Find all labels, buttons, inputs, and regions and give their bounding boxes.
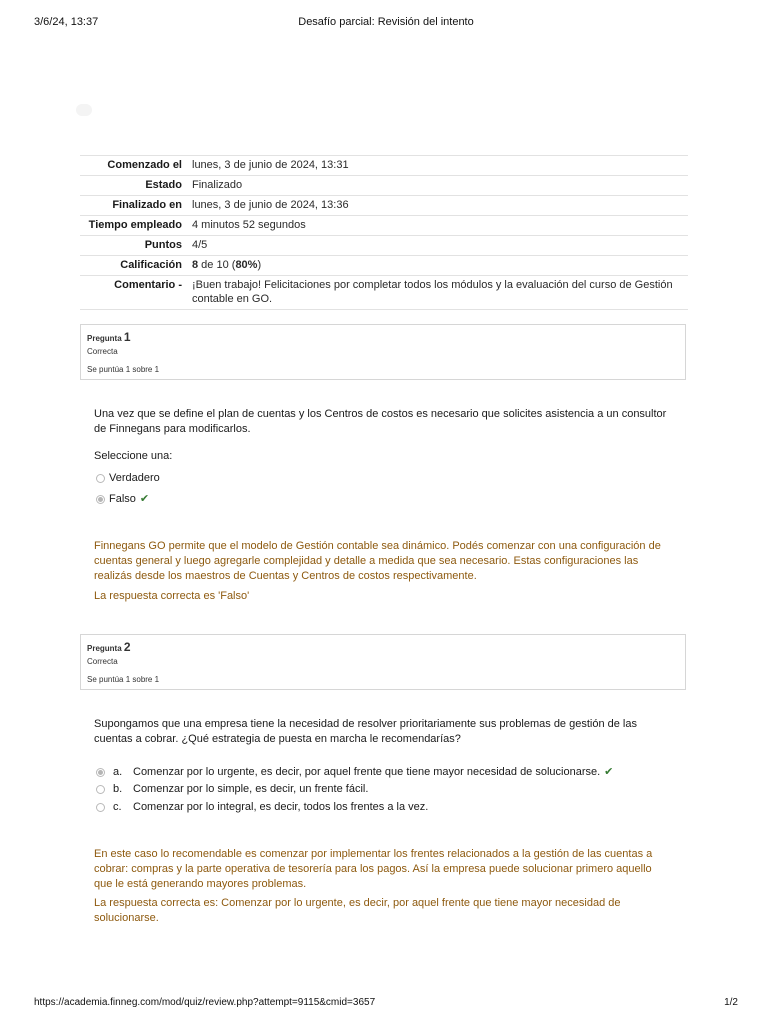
answer-label: Comenzar por lo simple, es decir, un frente fácil. <box>133 783 369 795</box>
page-number: 1/2 <box>724 997 738 1008</box>
page-url: https://academia.finneg.com/mod/quiz/review.php?attempt=9115&cmid=3657 <box>34 997 376 1008</box>
attempt-summary-table <box>80 155 688 310</box>
select-one-prompt: Seleccione una: <box>94 450 173 462</box>
summary-label: Comenzado el <box>107 159 182 171</box>
summary-label: Comentario - <box>114 279 182 291</box>
grade-value: 8 de 10 (80%) <box>192 259 262 271</box>
logo-placeholder <box>76 104 92 116</box>
answer-label: Comenzar por lo integral, es decir, todos los frentes a la vez. <box>133 801 429 813</box>
question-2-correct-answer: La respuesta correcta es: Comenzar por lo urgente, es decir, por aquel frente que tiene mayor necesidad de solucionarse. <box>94 897 621 924</box>
summary-value: Finalizado <box>192 179 243 191</box>
radio-button[interactable] <box>96 768 105 777</box>
summary-row-time-taken <box>80 216 688 236</box>
summary-row-grade <box>80 256 688 276</box>
question-2-text: Supongamos que una empresa tiene la necesidad de resolver prioritariamente sus problemas de gestión de las cuentas a cobrar. ¿Qué estrategia de puesta en marcha le recomendarías? <box>94 718 637 745</box>
print-date: 3/6/24, 13:37 <box>34 16 99 28</box>
summary-label: Finalizado en <box>112 199 182 211</box>
summary-label: Tiempo empleado <box>88 219 182 231</box>
question-1-info <box>80 324 686 380</box>
radio-button[interactable] <box>96 474 105 483</box>
question-2-info <box>80 634 686 690</box>
summary-value: 4/5 <box>192 239 208 251</box>
radio-button[interactable] <box>96 785 105 794</box>
answer-option[interactable] <box>96 763 613 781</box>
question-number: Pregunta 2 <box>87 640 131 654</box>
answer-option[interactable] <box>96 780 368 798</box>
answer-option[interactable] <box>96 490 149 508</box>
answer-letter: a. <box>113 766 123 778</box>
answer-option[interactable] <box>96 798 428 816</box>
answer-letter: c. <box>113 801 122 813</box>
print-header <box>34 16 738 32</box>
grade-percent: 80% <box>235 259 258 271</box>
question-grade: Se puntúa 1 sobre 1 <box>87 365 160 374</box>
question-grade: Se puntúa 1 sobre 1 <box>87 675 160 684</box>
summary-value: lunes, 3 de junio de 2024, 13:31 <box>192 159 349 171</box>
summary-row-started <box>80 156 688 176</box>
answer-option[interactable] <box>96 469 160 487</box>
summary-value: 4 minutos 52 segundos <box>192 219 306 231</box>
summary-row-finished <box>80 196 688 216</box>
question-1-text: Una vez que se define el plan de cuentas y los Centros de costos es necesario que solicites asistencia a un consultor de Finnegans para modificarlos. <box>94 408 667 435</box>
radio-button[interactable] <box>96 803 105 812</box>
answer-letter: b. <box>113 783 123 795</box>
summary-row-comment <box>80 276 688 310</box>
summary-row-state <box>80 176 688 196</box>
summary-value: lunes, 3 de junio de 2024, 13:36 <box>192 199 349 211</box>
question-state: Correcta <box>87 347 118 356</box>
summary-label: Puntos <box>144 239 182 251</box>
answer-label: Falso <box>109 493 136 505</box>
summary-comment: ¡Buen trabajo! Felicitaciones por completar todos los módulos y la evaluación del curso de Gestión contable en GO. <box>192 279 673 305</box>
answer-label: Verdadero <box>109 472 160 484</box>
summary-label: Estado <box>145 179 182 191</box>
summary-label: Calificación <box>120 259 182 271</box>
check-icon: ✔ <box>604 766 614 778</box>
page-title: Desafío parcial: Revisión del intento <box>298 16 474 28</box>
question-state: Correcta <box>87 657 118 666</box>
question-number: Pregunta 1 <box>87 330 131 344</box>
print-footer <box>34 997 738 1011</box>
question-1-correct-answer: La respuesta correcta es 'Falso' <box>94 590 250 602</box>
radio-button[interactable] <box>96 495 105 504</box>
check-icon: ✔ <box>139 493 150 505</box>
question-1-feedback: Finnegans GO permite que el modelo de Gestión contable sea dinámico. Podés comenzar con una configuración de cuentas general y luego agregarle complejidad y detalle a medida que sea necesario. Estas configuraciones las realizás desde los maestros de Cuentas y Centros de costos respectivamente. <box>94 540 661 582</box>
summary-row-points <box>80 236 688 256</box>
answer-label: Comenzar por lo urgente, es decir, por aquel frente que tiene mayor necesidad de solucionarse. <box>133 766 601 778</box>
question-2-feedback: En este caso lo recomendable es comenzar por implementar los frentes relacionados a la gestión de las cuentas a cobrar: compras y la parte operativa de tesorería para los pagos. Así la empresa puede solucionar primero aquello que le está generando mayores problemas. <box>94 848 653 890</box>
grade-score: 8 <box>192 259 199 271</box>
